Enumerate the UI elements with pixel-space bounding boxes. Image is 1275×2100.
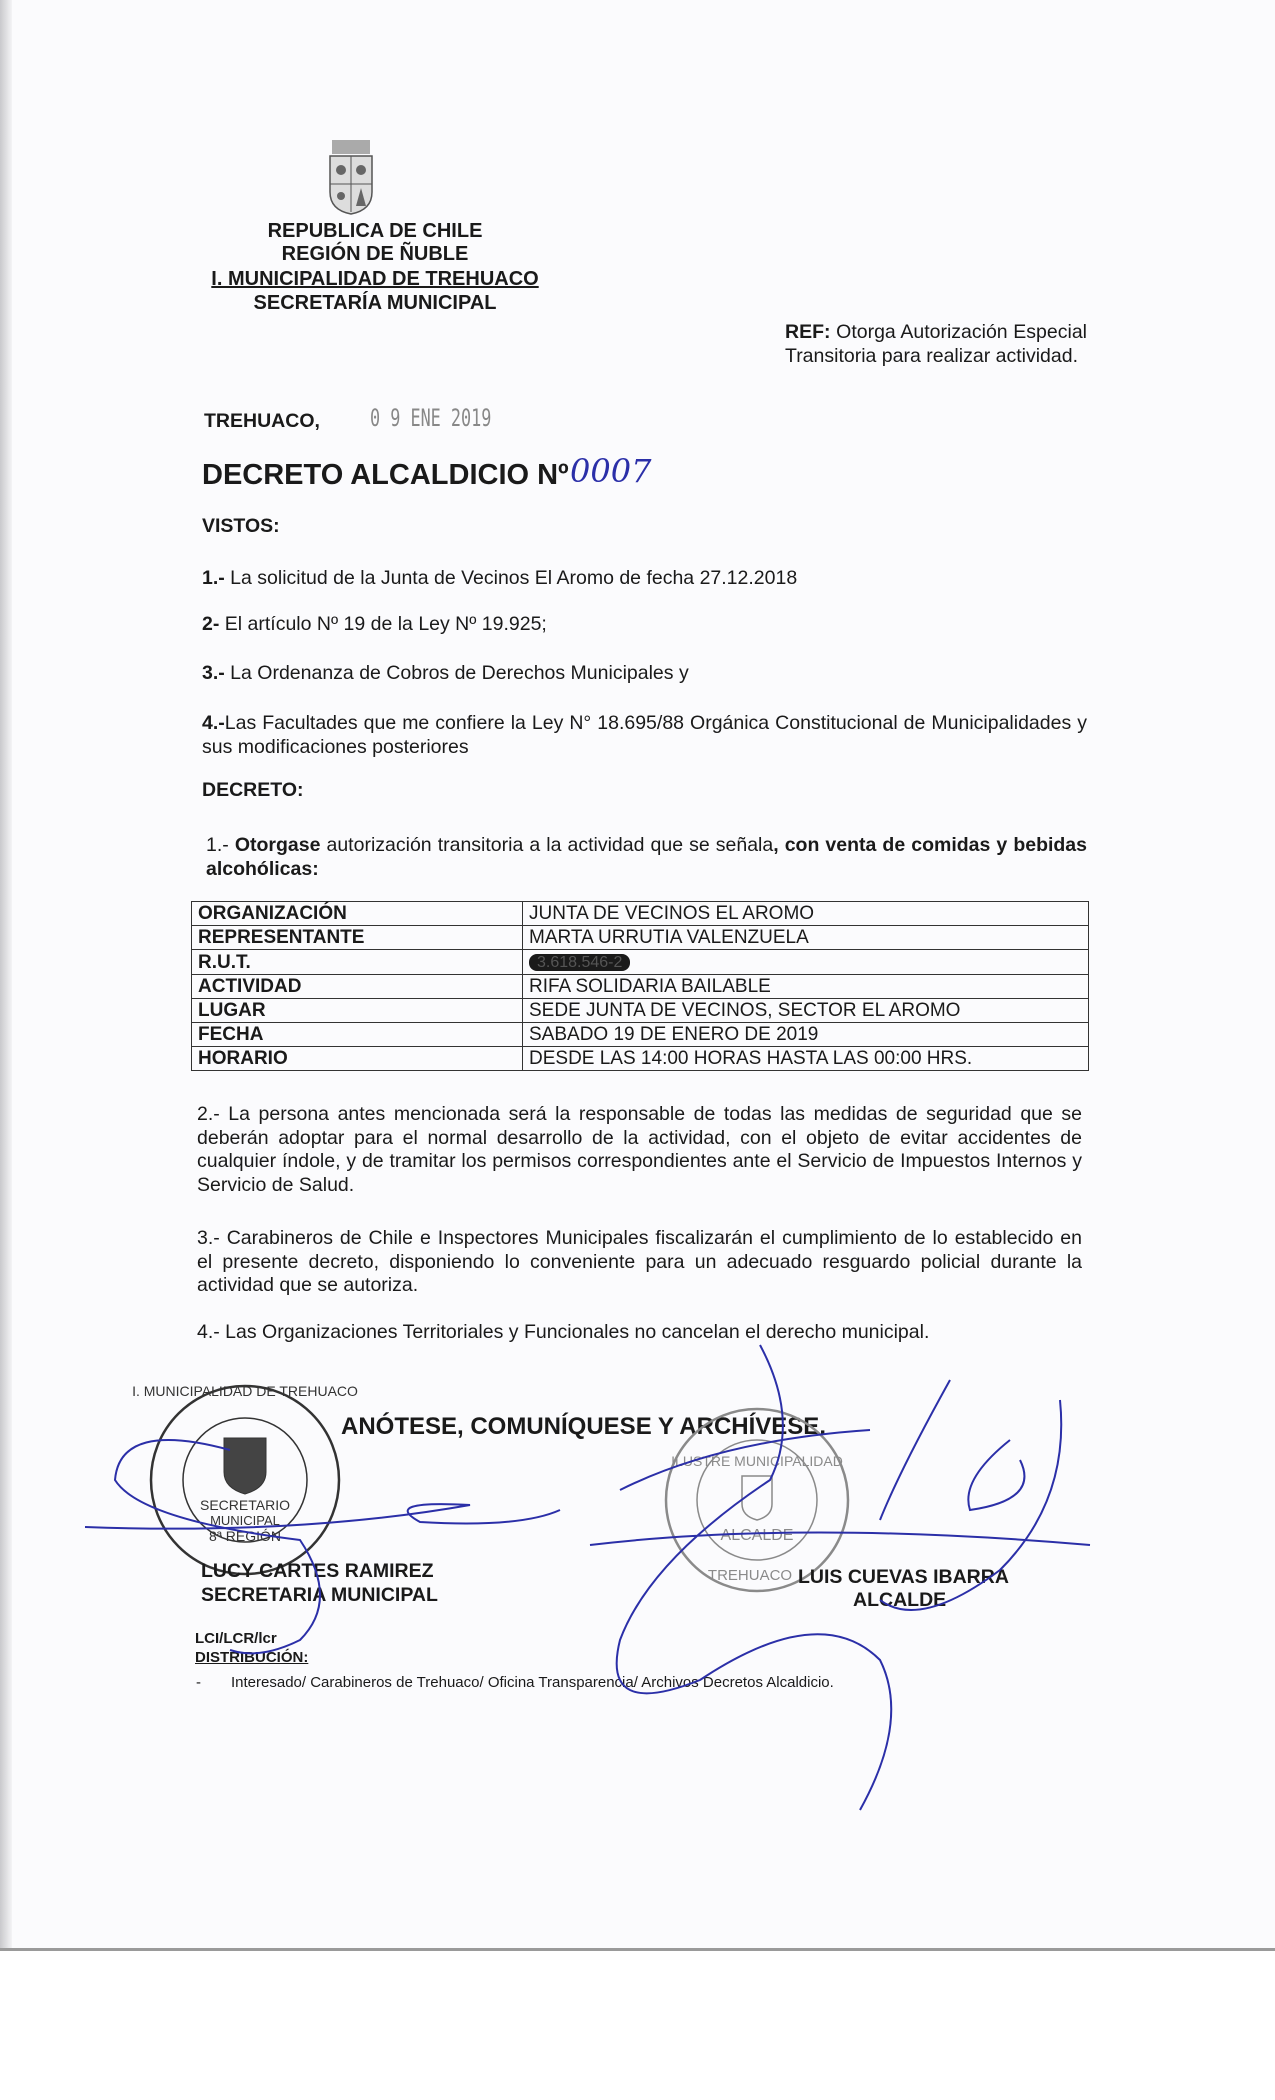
ref-text: Otorga Autorización Especial Transitoria para realizar actividad.: [785, 321, 1088, 367]
header-region: REGIÓN DE ÑUBLE: [281, 243, 469, 265]
secretary-title: SECRETARIA MUNICIPAL: [201, 1584, 438, 1606]
vistos-item-3: 3.- La Ordenanza de Cobros de Derechos Municipales y: [202, 662, 689, 684]
table-row: REPRESENTANTE MARTA URRUTIA VALENZUELA: [192, 926, 1089, 950]
decreto-paragraph-4: 4.- Las Organizaciones Territoriales y Funcionales no cancelan el derecho municipal.: [197, 1321, 930, 1343]
vistos-item-4: 4.-Las Facultades que me confiere la Ley N° 18.695/88 Orgánica Constitucional de Municipalidades y sus modificaciones posteriores: [202, 712, 1087, 758]
decreto-paragraph-3: 3.- Carabineros de Chile e Inspectores Municipales fiscalizarán el cumplimiento de lo establecido en el presente decreto, disponiendo lo conveniente para un adecuado resguardo policial durante la actividad que se autoriza.: [197, 1227, 1082, 1296]
table-row: R.U.T. 3.618.546-2: [192, 950, 1089, 975]
place: TREHUACO,: [204, 410, 320, 432]
initials: LCI/LCR/lcr: [195, 1630, 277, 1647]
secretary-seal-text-2: MUNICIPAL: [210, 1513, 280, 1528]
table-row: HORARIO DESDE LAS 14:00 HORAS HASTA LAS 00:00 HRS.: [192, 1047, 1089, 1071]
distribucion-bullet: -: [196, 1674, 201, 1691]
mayor-name: LUIS CUEVAS IBARRA: [798, 1566, 1009, 1588]
secretary-seal-text-top: I. MUNICIPALIDAD DE TREHUACO: [132, 1383, 358, 1399]
decree-title: DECRETO ALCALDICIO Nº: [202, 459, 569, 491]
secretary-seal-text-1: SECRETARIO: [200, 1497, 290, 1513]
table-row: LUGAR SEDE JUNTA DE VECINOS, SECTOR EL AROMO: [192, 999, 1089, 1023]
header-municipality: I. MUNICIPALIDAD DE TREHUACO: [211, 268, 539, 290]
table-row: ORGANIZACIÓN JUNTA DE VECINOS EL AROMO: [192, 902, 1089, 926]
vistos-item-2: 2- El artículo Nº 19 de la Ley Nº 19.925;: [202, 613, 547, 635]
closing-formula: ANÓTESE, COMUNÍQUESE Y ARCHÍVESE.: [341, 1413, 826, 1440]
decreto-paragraph-2: 2.- La persona antes mencionada será la responsable de todas las medidas de seguridad que se deberán adoptar para el normal desarrollo de la actividad, con el objeto de evitar accidentes de cualquier índole, y de tramitar los permisos correspondientes ante el Servicio de Impuestos Internos y Servicio de Salud.: [197, 1103, 1082, 1196]
decreto-paragraph-1: 1.- Otorgase autorización transitoria a la actividad que se señala, con venta de comidas y bebidas alcohólicas:: [206, 834, 1087, 880]
secretary-name: LUCY CARTES RAMIREZ: [201, 1560, 434, 1582]
mayor-seal-text-bottom: TREHUACO: [707, 1567, 793, 1584]
redacted-rut: 3.618.546-2: [529, 954, 630, 971]
mayor-title: ALCALDE: [853, 1589, 947, 1611]
table-row: ACTIVIDAD RIFA SOLIDARIA BAILABLE: [192, 975, 1089, 999]
decreto-heading: DECRETO:: [202, 779, 304, 801]
table-row: FECHA SABADO 19 DE ENERO DE 2019: [192, 1023, 1089, 1047]
header-secretaria: SECRETARÍA MUNICIPAL: [253, 292, 497, 314]
secretary-signature: [85, 1440, 560, 1653]
handwritten-number: 0007: [570, 452, 652, 490]
mayor-seal-text-top: ILUSTRE MUNICIPALIDAD: [671, 1453, 843, 1469]
date-stamp: 0 9 ENE 2019: [370, 404, 492, 432]
mayor-signature: [590, 1345, 1090, 1810]
distribucion-list: Interesado/ Carabineros de Trehuaco/ Oficina Transparencia/ Archivos Decretos Alcaldicio.: [231, 1674, 834, 1691]
distribucion-heading: DISTRIBUCIÓN:: [195, 1649, 309, 1666]
mayor-seal-text-center: ALCALDE: [720, 1527, 794, 1544]
secretary-seal-text-3: 8ª REGIÓN: [208, 1528, 282, 1544]
ref-label: REF:: [785, 321, 831, 343]
header-republic: REPUBLICA DE CHILE: [267, 220, 483, 242]
vistos-heading: VISTOS:: [202, 515, 280, 537]
vistos-item-1: 1.- La solicitud de la Junta de Vecinos El Aromo de fecha 27.12.2018: [202, 567, 798, 589]
